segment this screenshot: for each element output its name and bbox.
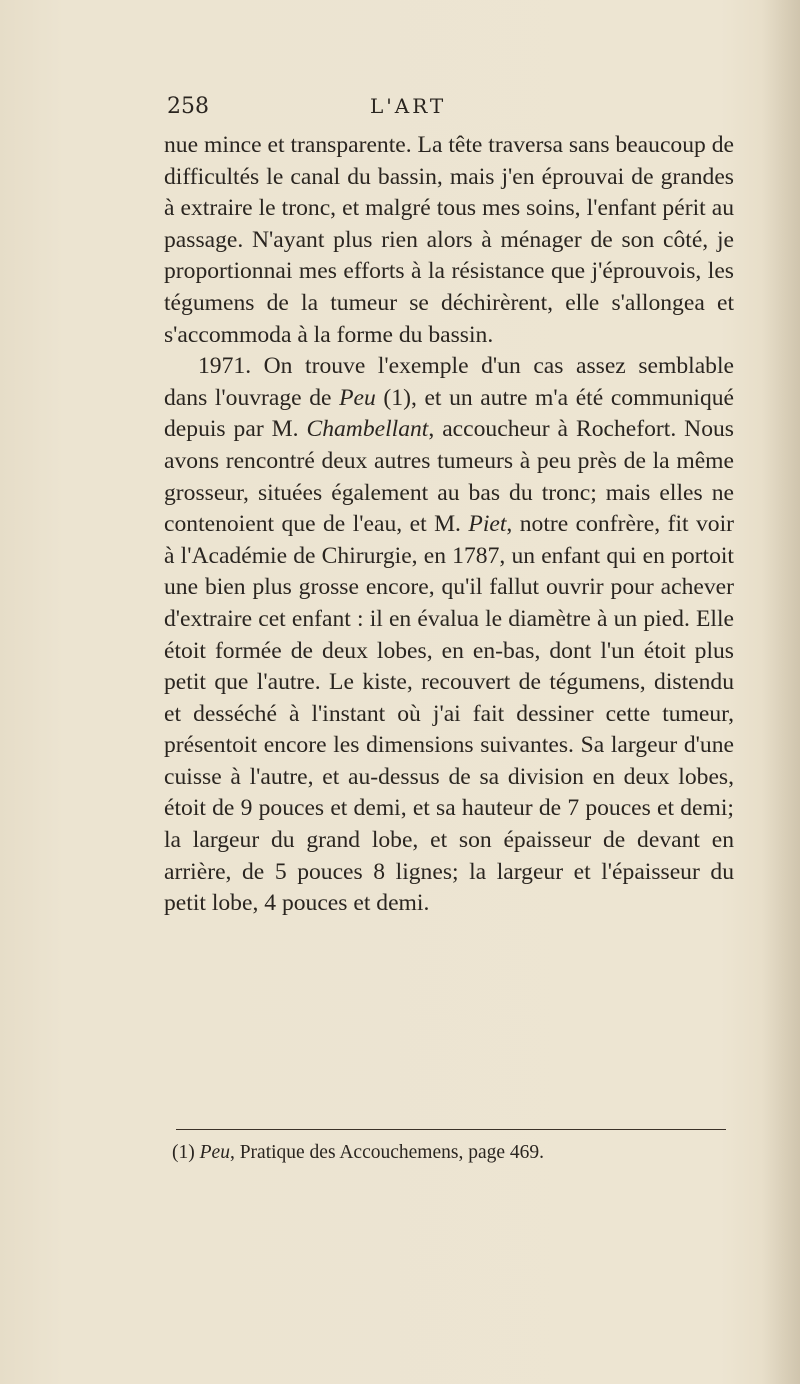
paragraph-continued	[164, 130, 734, 351]
footnote-text: , Pratique des Accouchemens, page 469.	[229, 1142, 545, 1163]
footnote-author: Peu	[199, 1142, 230, 1163]
paragraph-2-text-4: , notre confrère, fit voir à l'Académie de Chirurgie, en 1787, un enfant qui en portoit une bien plus grosse encore, qu'il fallut ouvrir pour achever d'extraire cet enfant : il en évalua le diamètre à un pied. Elle étoit formée de deux lobes, en en-bas, dont l'un étoit plus petit que l'autre. Le kiste, recouvert de tégumens, distendu et desséché à l'instant où j'ai fait dessiner cette tumeur, présentoit encore les dimensions suivantes. Sa largeur d'une cuisse à l'autre, et au-dessus de sa division en deux lobes, étoit de 9 pouces et demi, et sa hauteur de 7 pouces et demi; la largeur du grand lobe, et son épaisseur de devant en arrière, de 5 pouces 8 lignes; la largeur et l'épaisseur du petit lobe, 4 pouces et demi.	[164, 511, 734, 917]
paragraph-2-text-1: 1971. On trouve l'exemple d'un cas assez semblable dans l'ouvrage de	[164, 353, 734, 411]
running-title: L'ART	[370, 94, 447, 118]
page-edge-shadow	[762, 0, 800, 1384]
author-chambellant: Chambellant	[306, 416, 429, 443]
footnote	[172, 1140, 732, 1166]
author-peu: Peu	[339, 384, 376, 411]
footnote-marker: (1)	[172, 1142, 200, 1163]
paragraph-1-text: nue mince et transparente. La tête traversa sans beaucoup de difficultés le canal du bassin, mais j'en éprouvai de grandes à extraire le tronc, et malgré tous mes soins, l'enfant périt au passage. N'ayant plus rien alors à ménager de son côté, je proportionnai mes efforts à la résistance que j'éprouvois, les tégumens de la tumeur se déchirèrent, elle s'allongea et s'accommoda à la forme du bassin.	[164, 132, 734, 348]
paragraph-2-text-3: , accoucheur à Rochefort. Nous avons rencontré deux autres tumeurs à peu près de la même grosseur, situées également au bas du tronc; mais elles ne contenoient que de l'eau, et M.	[164, 416, 734, 538]
author-piet: Piet	[468, 511, 507, 538]
body-text	[164, 130, 734, 920]
footnote-rule	[176, 1129, 726, 1130]
paragraph-2-text-2: (1), et un autre m'a été communiqué depuis par M.	[164, 384, 735, 443]
page-number: 258	[167, 94, 209, 119]
page-header	[167, 94, 727, 124]
paragraph-1971	[164, 351, 734, 920]
